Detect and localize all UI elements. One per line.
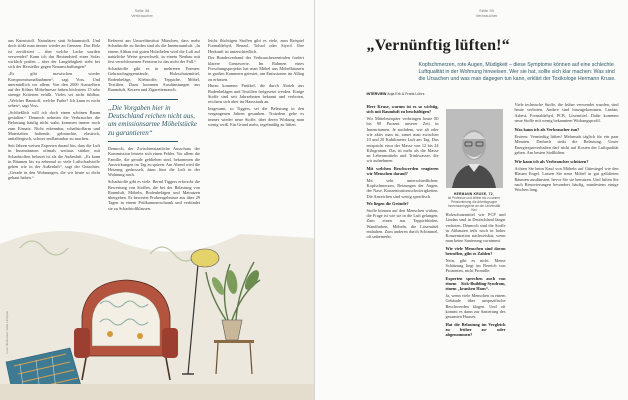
interview-answer: Viele technische Stoffe, die früher verwendet wurden, sind heute verboten. Andere sind hinzugekommen. Lindan, Asbest, Formaldehyd, PCB, Lösemittel. Dafür kommen neue Stoffe mit wenig bekanntem Wirkungsprofil. <box>514 102 619 123</box>
paragraph: Der Bundesverband der Verbraucherzentralen fordert klarere Grenzwerte. Im Rahmen eines Forschungsprojekts hat man Möbel aus Möbelhäusern in großen Kammern getestet, um Emissionen im Alltag zu erfassen. <box>208 55 304 82</box>
paragraph: „Schließlich will ich doch einen schönen Raum gestalten.“ Dennoch nehmen die Verbraucher die Belastung häufig nicht wahr, kommen immer noch zum Einsatz. Nicht erkennbar, schadstoffarm und Materialien haftende, gebrauchte, elastisch, antiallergisch, schwer entflammbar zu machen. <box>8 109 100 142</box>
byline-authors: Anja Erk & Frank Lührs <box>387 92 425 96</box>
section-name: Verbraucher <box>475 13 498 18</box>
interview-answer: Nein, gibt es nicht. Meine Schätzung liegt im Bereich von Prozenten, nicht Promille. <box>445 257 506 274</box>
photo-credit: Foto: Illustration: Sofie Lindqvist <box>5 311 9 354</box>
paragraph: leicht flüchtigen Stoffen gibt es viele, zum Beispiel Formaldehyd, Benzol, Toluol oder Styrol. Ihre Herkunft ist unterschiedlich. <box>208 38 304 54</box>
section-name: Verbraucher <box>131 13 153 18</box>
paragraph: Referent am Umweltinstitut München, dass mehr Schadstoffe zu finden sind als die Innenraumluft. „In einem Altbau mit guten Holzdielen wird die Luft auf natürliche Weise gewechselt, in einem Neubau mit fest verschlossenen Fenstern ist das nicht der Fall.“ <box>108 38 200 65</box>
paragraph: Seit Jahren weisen Experten darauf hin, dass die Luft in Innenräumen oftmals weitaus stärker mit Schadstoffen belastet ist als die Außenluft. „Es kann in Räumen bis zu zehnmal so viele Luftschadstoffe geben wie in der Außenluft“, sagt der Gutachter. „Gerade in den Wohnungen, die wir heute so dicht gebaut haben.“ <box>8 143 100 180</box>
article-column-3 <box>208 38 304 129</box>
interview-answer: Mit sehr unterschiedlichen: Kopfschmerzen, Reizungen der Augen, der Nase, Konzentrationsschwierigkeiten. Die Anzeichen sind wenig spezifisch. <box>366 177 439 199</box>
folio-right <box>467 8 507 18</box>
interview-question: Experten sprechen auch von einem Sick-Building-Syndrom, einem „kranken Haus“. <box>445 275 506 292</box>
caption-text: ist Professor und leitete bis zu seiner Pensionierung die Arbeitsgruppe Innenraumhygiene an der Universität Kiel <box>447 196 501 212</box>
paragraph: „Es gibt inzwischen wieder Kompromissmaßnahmen“, sagt Voss. Und unermüdlich vor allem: Von den 2000 Ausstellern auf der Kölner Möbelmesse haben höchstens 15 sehr strenge Kriterien erfüllt. Vieles sei nicht fühlbar. „Welcher Baustoff, welche Farbe? Ich kann es nicht sehen“, sagt Voss. <box>8 71 100 109</box>
interview-answer: Erstens: Vernünftig lüften! Mehrmals täglich für ein paar Minuten. Dadurch sinkt die Belastung. Unser Energiesparverhalten darf nicht auf Kosten der Luftqualität gehen. Am besten Stoßlüften. <box>514 133 619 155</box>
interview-question: Hat die Belastung im Vergleich zu früher zu- oder abgenommen? <box>445 321 506 338</box>
caption-name: HERMANN KRUSE, 72, <box>454 192 494 196</box>
interview-question: Mit welchen Beschwerden reagieren wir Menschen darauf? <box>366 165 439 177</box>
interview-question: Herr Kruse, warum ist es so wichtig, sich mit Raumluft zu beschäftigen? <box>366 104 439 115</box>
paragraph: Dennoch, der Zwischenstaatliche Ausschuss der Kommission leistete sich einen Fehler. Vor allem die Familie, die gerade geblieben sind, bekommen die Auswirkungen im Tag zu spüren. Am Abend wird die Heizung gedrosselt, dann lässt die Luft in der Wohnung nach. <box>108 145 200 178</box>
article-title: „Vernünftig lüften!“ <box>366 37 510 54</box>
paragraph: aus Kunststoff. Naturlatex statt Schaumstoff. Und doch stößt man immer wieder an Grenzen. Das Holz ist zertifiziert – aber welche Lacke wurden verwendet? Kann ich das Bestandsteil eines Sofas wirklich prüfen – aber der Langlebigkeit steht bei sich der Hersteller gegen Neuanschaffungen? <box>8 38 100 70</box>
portrait-caption <box>446 192 503 212</box>
interview-column-3 <box>515 102 619 194</box>
right-page <box>315 0 628 400</box>
interview-answer: Wir Mitteleuropäer verbringen heute 80 bis 90 Prozent unserer Zeit in Innenräumen. Je nachdem, wie alt oder wie aktiv man ist, atmet man zwischen 10 und 20 Kubikmeter Luft am Tag. Das entspricht etwa der Masse von 12 bis 24 Kilogramm. Das ist mehr als die Masse an Lebensmitteln und Trinkwasser, die wir aufnehmen. <box>366 116 439 164</box>
article-lead: Kopfschmerzen, rote Augen, Müdigkeit – diese Symptome können auf eine schlechte Luftqualität in der Wohnung hinweisen. Wer sie hat, sollte sich klar machen: Was sind die Ursachen und was man dagegen tun kann, erklärt der Toxikologe Hermann Kruse. <box>418 62 616 82</box>
paragraph: Insgesamt, so Tiggers, sei die Belastung in den vergangenen Jahren gesunken. Trotzdem gebe es immer wieder neue Stoffe, über deren Wirkung man wenig weiß. Ein Grund mehr, regelmäßig zu lüften. <box>208 106 304 127</box>
paragraph: Schadstoffe gibt es in mehreren Formen: Gebrauchsgegenstände, Holzschutzmittel, Bodenbeläge, Klebstoffe, Teppiche, Möbel, Textilien. Dazu kommen Ausdünstungen aus Raumduft, Kerzen und Zigarettenrauch. <box>108 65 200 93</box>
interview-answer: Holzschutzmittel wie PCP und Lindan sind in Deutschland längst verboten. Dennoch sind die Stoffe in Altbauten teils noch in hoher Konzentration nachweisbar, wenn man keine Sanierung vornimmt. <box>445 212 506 244</box>
interview-answer: Ja, wenn viele Menschen in einem Gebäude über unspezifische Beschwerden klagen. Und oft kommt es dann zur Sanierung des gesamten Hauses. <box>445 293 506 320</box>
byline <box>367 92 425 96</box>
interview-question: Was kann ich als Verbraucher tun? <box>514 127 580 133</box>
interview-question: Wo liegen die Gründe? <box>366 201 409 207</box>
interview-question: Wie viele Menschen sind davon betroffen, gibt es Zahlen? <box>445 245 506 257</box>
paragraph: Schadstoffe gibt es viele. Bernd Tiggers erforscht die Bewertung von Stoffen, die bei der Belastung von Raumluft, Möbeln, Bodenbelägen und Matratzen übergehen. Er bewertet Probeergebnisse aus über 29 Tagen in einem Prüfkammerschrank und verbindet sie zu Schadstoffklassen. <box>108 179 200 211</box>
page-number: Seite 38 <box>134 8 150 13</box>
paragraph: Hinzu kommen Partikel, die durch Abrieb aus Bodenbelägen und Textilien freigesetzt werden. Einige Stoffe sind seit Jahrzehnten bekannt und verboten, reichern sich aber im Hausstaub an. <box>208 83 304 105</box>
portrait-photo <box>446 109 503 188</box>
portrait-image <box>446 109 503 188</box>
folio-left <box>122 8 162 18</box>
interview-column-1 <box>367 102 439 241</box>
page-number: Seite 39 <box>479 8 494 13</box>
interview-question: Wie kann ich als Verbraucher schützen? <box>514 159 589 165</box>
article-column-1 <box>8 38 100 182</box>
interior-illustration <box>0 224 314 400</box>
interview-answer: Achten Sie beim Kauf von Möbeln auf Gütesiegel wie den Blauen Engel. Lassen Sie neue Möbel in gut gelüfteten Räumen ausdünsten, bevor Sie sie benutzen. Und lüften Sie nach Renovierungen besonders häufig, mindestens einige Wochen lang. <box>514 165 619 193</box>
interview-column-2 <box>446 212 506 339</box>
interview-answer: Stoffe können auf den Menschen wirken, die Frage ist wie sie in die Luft gelangen. Zum einen aus Teppichböden, Wandfarben, Möbeln, die Lösemittel enthalten. Zum anderen durch Schimmel, oft unbemerkt. <box>366 207 439 240</box>
pull-quote: „Die Vorgaben hier in Deutschland reichen nicht aus, um emissionsarme Möbelstücke zu garantieren“ <box>108 104 202 137</box>
byline-label: INTERVIEW <box>366 92 387 96</box>
